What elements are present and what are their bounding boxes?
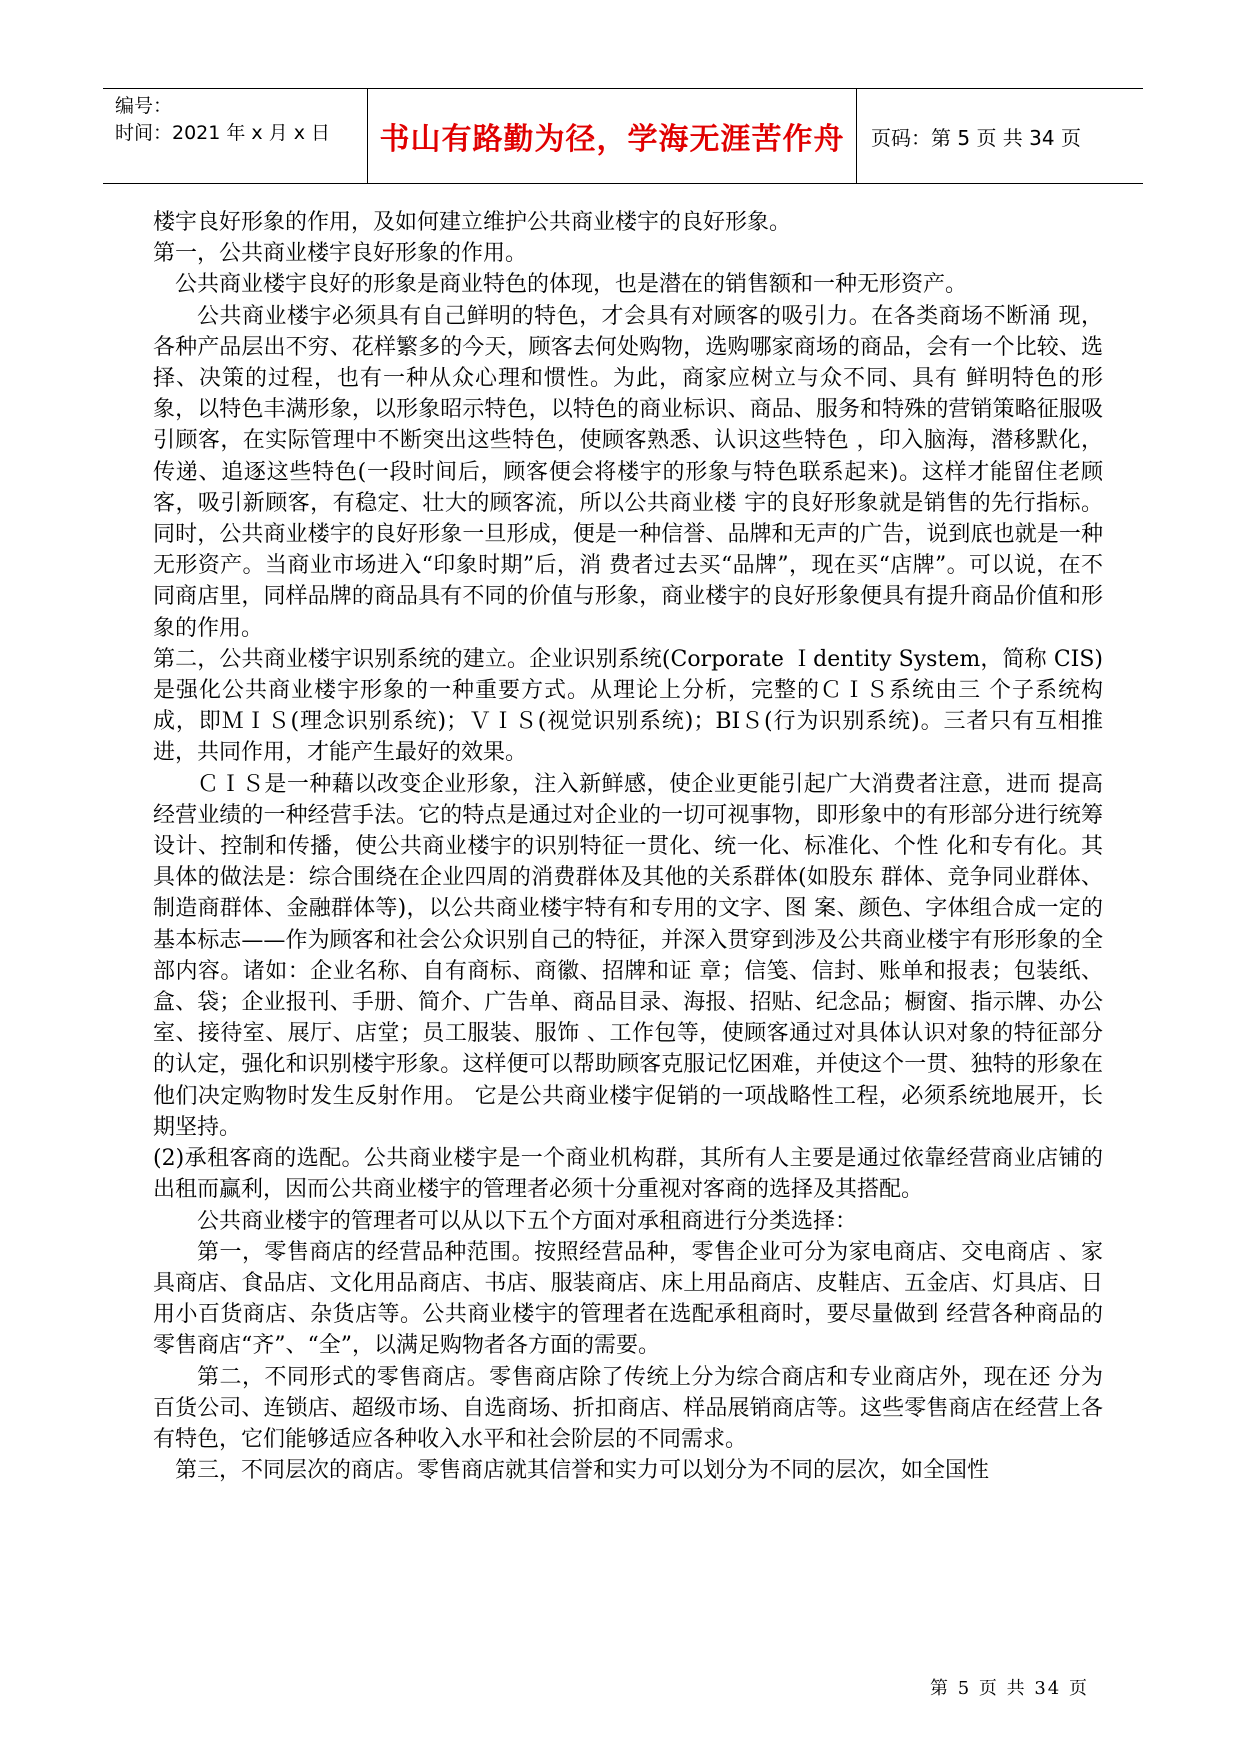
header-page-code: 页码：第 5 页 共 34 页 bbox=[871, 125, 1081, 150]
paragraph: 第二，不同形式的零售商店。零售商店除了传统上分为综合商店和专业商店外，现在还 分为百货公司、连锁店、超级市场、自选商场、折扣商店、样品展销商店等。这些零售商店在经营上各有特色，它们能够适应各种收入水平和社会阶层的不同需求。 bbox=[153, 1364, 1103, 1452]
paragraph: 第一，零售商店的经营品种范围。按照经营品种，零售企业可分为家电商店、交电商店 、家具商店、食品店、文化用品商店、书店、服装商店、床上用品商店、皮鞋店、五金店、灯具店、日用小百货商店、杂货店等。公共商业楼宇的管理者在选配承租商时，要尽量做到 经营各种商品的零售商店“齐”、“全”，以满足购物者各方面的需要。 bbox=[153, 1239, 1103, 1359]
header-motto: 书山有路勤为径，学海无涯苦作舟 bbox=[367, 89, 857, 183]
paragraph: ＣＩＳ是一种藉以改变企业形象，注入新鲜感，使企业更能引起广大消费者注意，进而 提高经营业绩的一种经营手法。它的特点是通过对企业的一切可视事物，即形象中的有形部分进行统筹设计、控制和传播，使公共商业楼宇的识别特征一贯化、统一化、标准化、个性 化和专有化。其具体的做法是：综合围绕在企业四周的消费群体及其他的关系群体(如股东 群体、竞争同业群体、制造商群体、金融群体等)，以公共商业楼宇特有和专用的文字、图 案、颜色、字体组合成一定的基本标志——作为顾客和社会公众识别自己的特征，并深入贯穿到涉及公共商业楼宇有形形象的全部内容。诸如：企业名称、自有商标、商徽、招牌和证 章；信笺、信封、账单和报表；包装纸、盒、袋；企业报刊、手册、简介、广告单、商品目录、海报、招贴、纪念品；橱窗、指示牌、办公室、接待室、展厅、店堂；员工服装、服饰 、工作包等，使顾客通过对具体认识对象的特征部分的认定，强化和识别楼宇形象。这样便可以帮助顾客克服记忆困难，并使这个一贯、独特的形象在他们决定购物时发生反射作用。 它是公共商业楼宇促销的一项战略性工程，必须系统地展开，长期坚持。 bbox=[153, 771, 1103, 1140]
paragraph: 公共商业楼宇必须具有自己鲜明的特色，才会具有对顾客的吸引力。在各类商场不断涌 现，各种产品层出不穷、花样繁多的今天，顾客去何处购物，选购哪家商场的商品，会有一个比较、选择、决策的过程，也有一种从众心理和惯性。为此，商家应树立与众不同、具有 鲜明特色的形象，以特色丰满形象，以形象昭示特色，以特色的商业标识、商品、服务和特殊的营销策略征服吸引顾客，在实际管理中不断突出这些特色，使顾客熟悉、认识这些特色 ，印入脑海，潜移默化，传递、追逐这些特色(一段时间后，顾客便会将楼宇的形象与特色联系起来)。这样才能留住老顾客，吸引新顾客，有稳定、壮大的顾客流，所以公共商业楼 宇的良好形象就是销售的先行指标。同时，公共商业楼宇的良好形象一旦形成，便是一种信誉、品牌和无声的广告，说到底也就是一种无形资产。当商业市场进入“印象时期”后，消 费者过去买“品牌”，现在买“店牌”。可以说，在不同商店里，同样品牌的商品具有不同的价值与形象，商业楼宇的良好形象便具有提升商品价值和形象的作用。 bbox=[153, 303, 1103, 641]
document-time-label: 时间：2021 年 x 月 x 日 bbox=[115, 122, 331, 144]
page-header bbox=[103, 88, 1143, 184]
paragraph: 公共商业楼宇的管理者可以从以下五个方面对承租商进行分类选择： bbox=[197, 1208, 858, 1234]
paragraph: 楼宇良好形象的作用，及如何建立维护公共商业楼宇的良好形象。 bbox=[153, 210, 792, 235]
paragraph: 公共商业楼宇良好的形象是商业特色的体现，也是潜在的销售额和一种无形资产。 bbox=[175, 272, 968, 298]
page-footer: 第 5 页 共 34 页 bbox=[930, 1678, 1089, 1699]
header-info bbox=[103, 89, 367, 183]
paragraph: (2)承租客商的选配。公共商业楼宇是一个商业机构群，其所有人主要是通过依靠经营商业店铺的出租而赢利，因而公共商业楼宇的管理者必须十分重视对客商的选择及其搭配。 bbox=[153, 1146, 1103, 1203]
document-number-label: 编号： bbox=[115, 95, 173, 117]
paragraph: 第二，公共商业楼宇识别系统的建立。企业识别系统(Corporate Ｉdentity System，简称 CIS)是强化公共商业楼宇形象的一种重要方式。从理论上分析，完整的ＣＩＳ系统由三 个子系统构成，即ＭＩＳ(理念识别系统)；ＶＩＳ(视觉识别系统)；BIＳ(行为识别系统)。三者只有互相推进，共同作用，才能产生最好的效果。 bbox=[153, 646, 1103, 766]
paragraph: 第一，公共商业楼宇良好形象的作用。 bbox=[153, 241, 528, 267]
document-body bbox=[153, 207, 1103, 1486]
paragraph: 第三，不同层次的商店。零售商店就其信誉和实力可以划分为不同的层次，如全国性 bbox=[175, 1458, 990, 1484]
